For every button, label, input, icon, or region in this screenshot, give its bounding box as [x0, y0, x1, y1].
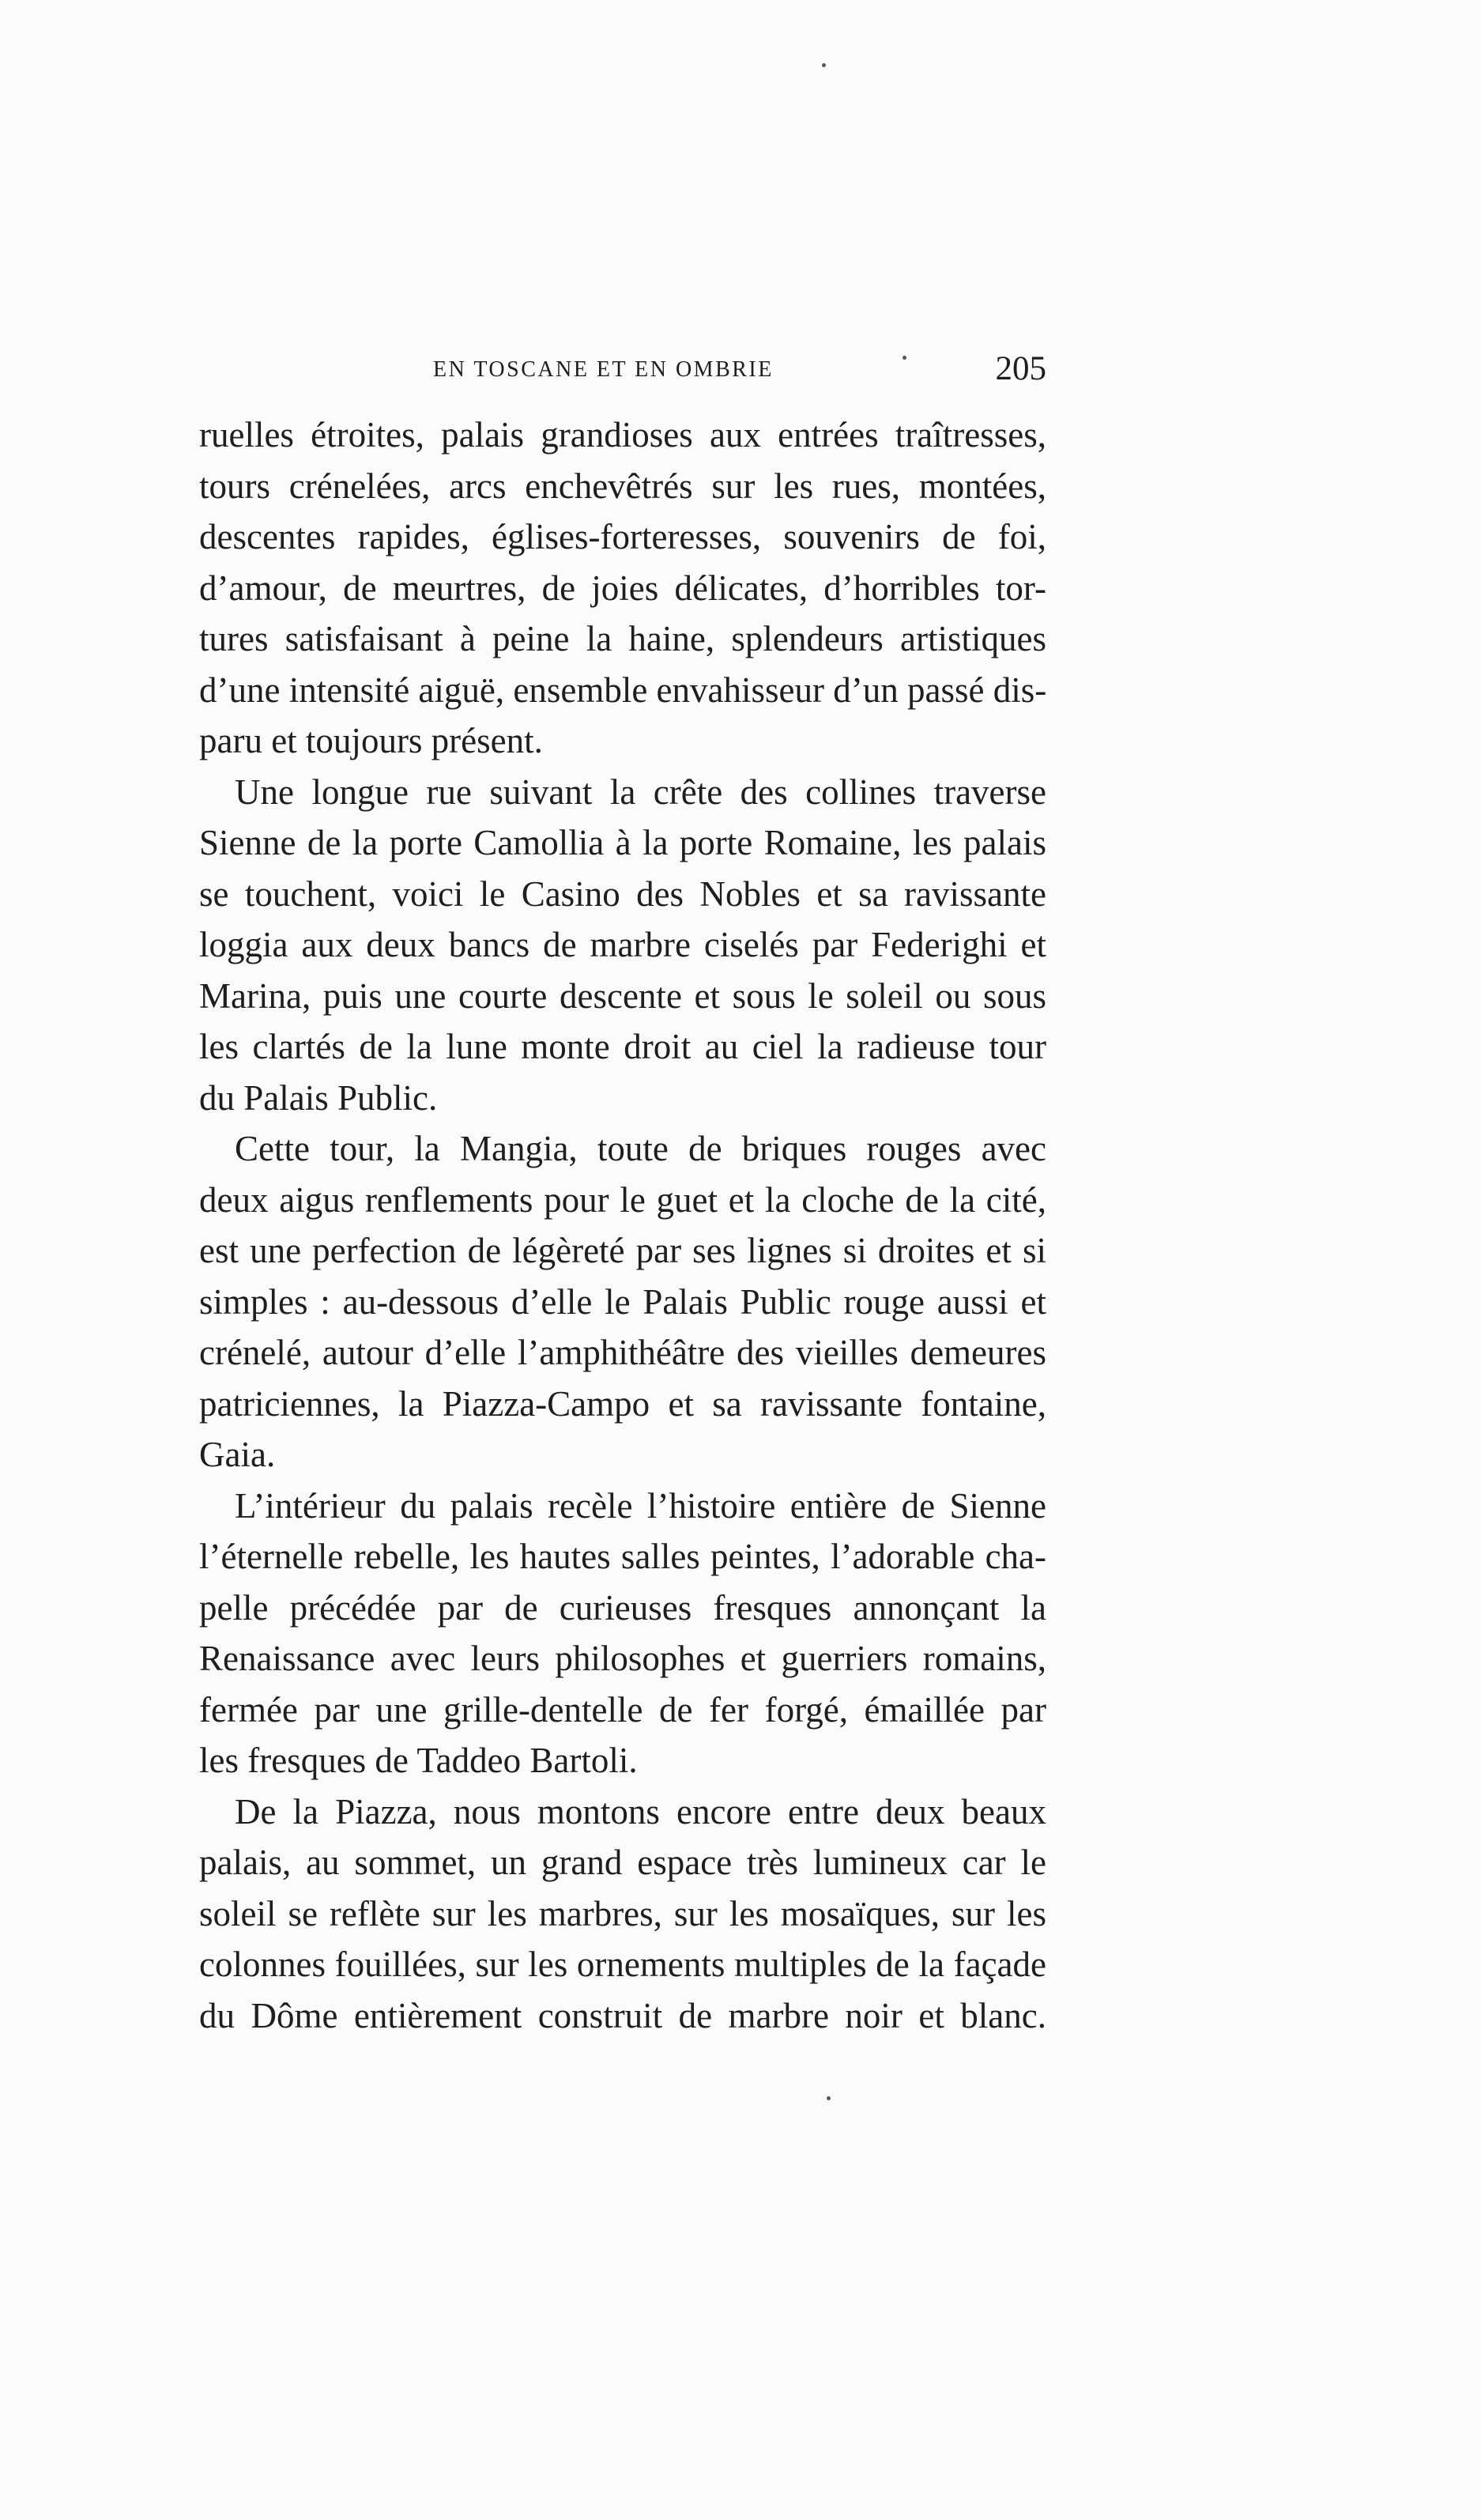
- running-title: EN TOSCANE ET EN OMBRIE: [433, 357, 774, 382]
- text-line: l’éternelle rebelle, les hautes salles peintes, l’adorable cha-: [199, 1537, 1046, 1576]
- text-line: est une perfection de légèreté par ses lignes si droites et si: [199, 1231, 1046, 1270]
- ink-speck: [903, 356, 906, 360]
- text-line: du Dôme entièrement construit de marbre noir et blanc.: [199, 1995, 1046, 2035]
- text-line: Renaissance avec leurs philosophes et guerriers romains,: [199, 1639, 1046, 1678]
- text-line: soleil se reflète sur les marbres, sur les mosaïques, sur les: [199, 1893, 1046, 1933]
- text-line: ruelles étroites, palais grandioses aux entrées traîtresses,: [199, 415, 1046, 455]
- page-number: 205: [995, 350, 1046, 387]
- paragraph-first-line: Une longue rue suivant la crête des collines traverse: [235, 771, 1046, 812]
- ink-speck: [827, 2096, 831, 2100]
- text-line: d’une intensité aiguë, ensemble envahisseur d’un passé dis-: [199, 670, 1047, 710]
- text-line: les clartés de la lune monte droit au ciel la radieuse tour: [199, 1027, 1046, 1066]
- text-line: loggia aux deux bancs de marbre ciselés par Federighi et: [199, 925, 1046, 964]
- text-line: du Palais Public.: [199, 1077, 438, 1118]
- text-line: d’amour, de meurtres, de joies délicates, d’horribles tor-: [199, 568, 1046, 608]
- text-line: colonnes fouillées, sur les ornements multiples de la façade: [199, 1945, 1046, 1984]
- paragraph-first-line: L’intérieur du palais recèle l’histoire entière de Sienne: [235, 1485, 1046, 1526]
- paragraph-first-line: De la Piazza, nous montons encore entre deux beaux: [235, 1791, 1046, 1832]
- text-line: descentes rapides, églises-forteresses, souvenirs de foi,: [199, 517, 1046, 556]
- text-line: se touchent, voici le Casino des Nobles et sa ravissante: [199, 873, 1046, 914]
- text-line: patriciennes, la Piazza-Campo et sa ravissante fontaine,: [199, 1383, 1046, 1424]
- text-line: tours crénelées, arcs enchevêtrés sur les rues, montées,: [199, 466, 1046, 506]
- text-line: Marina, puis une courte descente et sous le soleil ou sous: [199, 975, 1046, 1016]
- text-line: les fresques de Taddeo Bartoli.: [199, 1741, 638, 1780]
- text-line: crénelé, autour d’elle l’amphithéâtre des vieilles demeures: [199, 1333, 1046, 1372]
- text-line: Sienne de la porte Camollia à la porte Romaine, les palais: [199, 823, 1046, 862]
- text-line: pelle précédée par de curieuses fresques annonçant la: [199, 1587, 1046, 1628]
- text-line: Gaia.: [199, 1435, 276, 1474]
- body-text: [199, 409, 1046, 2041]
- ink-speck: [822, 63, 826, 67]
- paragraph-first-line: Cette tour, la Mangia, toute de briques rouges avec: [235, 1129, 1046, 1168]
- running-head: [199, 351, 1046, 390]
- text-line: palais, au sommet, un grand espace très lumineux car le: [199, 1843, 1046, 1882]
- text-line: tures satisfaisant à peine la haine, splendeurs artistiques: [199, 619, 1046, 658]
- text-line: paru et toujours présent.: [199, 721, 543, 760]
- text-line: fermée par une grille-dentelle de fer forgé, émaillée par: [199, 1689, 1046, 1730]
- text-line: simples : au-dessous d’elle le Palais Public rouge aussi et: [199, 1281, 1046, 1322]
- text-line: deux aigus renflements pour le guet et la cloche de la cité,: [199, 1179, 1046, 1220]
